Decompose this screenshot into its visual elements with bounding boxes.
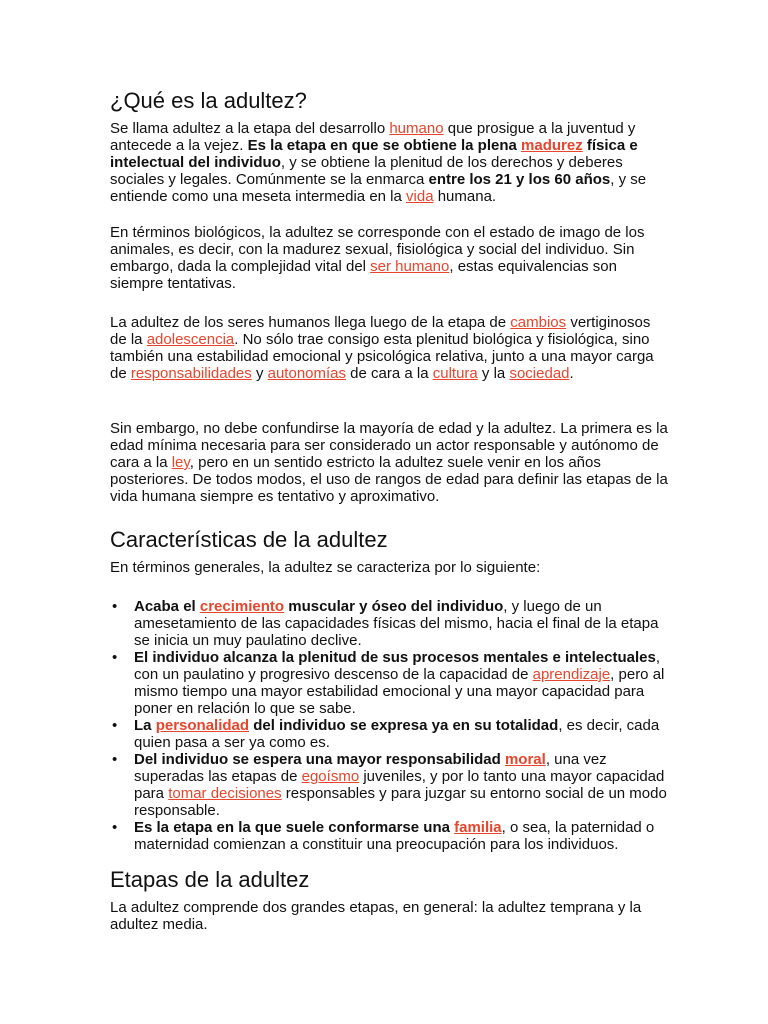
list-item	[110, 717, 670, 751]
link-tomar-decisiones[interactable]: tomar decisiones	[168, 785, 282, 802]
link-cultura[interactable]: cultura	[432, 365, 478, 382]
text-run: Del individuo se espera una mayor responsabilidad	[134, 751, 505, 768]
bold-text	[429, 171, 611, 188]
list-item-text	[134, 598, 670, 649]
bold-text	[284, 598, 503, 615]
text-run: de cara a la	[346, 365, 433, 382]
text-run: física e intelectual del individuo	[110, 137, 638, 171]
bullet-icon: •	[112, 751, 118, 768]
bold-text[interactable]	[200, 598, 284, 615]
bold-text	[134, 649, 656, 666]
link-madurez[interactable]: madurez	[521, 137, 583, 154]
paragraph-mayoria-de-edad	[110, 420, 670, 505]
text-run: , y luego de un amesetamiento de las capacidades físicas del mismo, hacia el final de la etapa se inicia un muy paulatino declive.	[134, 598, 659, 649]
list-item-text	[134, 819, 670, 853]
text-run: , o sea, la paternidad o maternidad comienzan a constituir una preocupación para los individuos.	[134, 819, 655, 853]
paragraph-seres-humanos	[110, 314, 670, 382]
link-ley[interactable]: ley	[171, 454, 190, 471]
text-run: y la	[477, 365, 510, 382]
link-adolescencia[interactable]: adolescencia	[146, 331, 235, 348]
bold-text	[134, 598, 200, 615]
bullet-icon: •	[112, 819, 118, 836]
link-vida[interactable]: vida	[406, 188, 434, 205]
paragraph-caracteristicas-intro: En términos generales, la adultez se caracteriza por lo siguiente:	[110, 559, 541, 576]
link-sociedad[interactable]: sociedad	[509, 365, 570, 382]
bullet-icon: •	[112, 598, 118, 615]
text-run: y	[251, 365, 268, 382]
text-run: . No sólo trae consigo esta plenitud biológica y fisiológica, sino también una estabilidad emocional y psicológica relativa, junto a una mayor carga de	[110, 331, 654, 382]
text-run: .	[569, 365, 574, 382]
text-run: , con un paulatino y progresivo descenso de la capacidad de	[134, 649, 661, 683]
bold-text	[249, 717, 558, 734]
paragraph-definicion	[110, 120, 670, 205]
link-humano[interactable]: humano	[389, 120, 444, 137]
text-run: El individuo alcanza la plenitud de sus procesos mentales e intelectuales	[134, 649, 656, 666]
list-item	[110, 649, 670, 717]
link-responsabilidades[interactable]: responsabilidades	[130, 365, 252, 382]
text-run: muscular y óseo del individuo	[284, 598, 504, 615]
text-run: Es la etapa en la que suele conformarse una	[134, 819, 455, 836]
text-run: entre los 21 y los 60 años	[428, 171, 611, 188]
text-run: Es la etapa en que se obtiene la plena	[247, 137, 522, 154]
link-crecimiento[interactable]: crecimiento	[199, 598, 285, 615]
text-run: que prosigue a la juventud y antecede a la vejez.	[110, 120, 636, 154]
text-run: juveniles, y por lo tanto una mayor capacidad para	[134, 768, 665, 802]
link-personalidad[interactable]: personalidad	[155, 717, 250, 734]
heading-que-es-la-adultez: ¿Qué es la adultez?	[110, 88, 307, 113]
list-item-text	[134, 717, 670, 751]
link-moral[interactable]: moral	[504, 751, 546, 768]
link-familia[interactable]: familia	[454, 819, 502, 836]
text-run: responsables y para juzgar su entorno social de un modo responsable.	[134, 785, 667, 819]
text-run: , pero al mismo tiempo una mayor estabilidad emocional y una mayor capacidad para poner en relación lo que se sabe.	[134, 666, 665, 717]
list-item	[110, 751, 670, 819]
text-run: Sin embargo, no debe confundirse la mayoría de edad y la adultez. La primera es la edad mínima necesaria para ser considerado un actor responsable y autónomo de cara a la	[110, 420, 668, 471]
bold-text[interactable]	[521, 137, 583, 154]
bold-text	[134, 819, 454, 836]
text-run: , y se entiende como una meseta intermedia en la	[110, 171, 647, 205]
bold-text	[248, 137, 521, 154]
bullet-icon: •	[112, 649, 118, 666]
heading-caracteristicas: Características de la adultez	[110, 527, 388, 552]
paragraph-terminos-biologicos	[110, 224, 670, 292]
text-run: , una vez superadas las etapas de	[134, 751, 607, 785]
link-egoísmo[interactable]: egoísmo	[301, 768, 360, 785]
bold-text[interactable]	[454, 819, 502, 836]
text-run: En términos biológicos, la adultez se corresponde con el estado de imago de los animales, es decir, con la madurez sexual, fisiológica y social del individuo. Sin embargo, dada la complejidad vital del	[110, 224, 645, 275]
text-run: , es decir, cada quien pasa a ser ya como es.	[134, 717, 660, 751]
heading-etapas: Etapas de la adultez	[110, 867, 310, 892]
link-autonomías[interactable]: autonomías	[267, 365, 347, 382]
list-item-text	[134, 751, 670, 819]
text-run: La adultez de los seres humanos llega luego de la etapa de	[110, 314, 511, 331]
text-run: Acaba el	[134, 598, 200, 615]
text-run: vertiginosos de la	[110, 314, 651, 348]
list-item	[110, 598, 670, 649]
text-run: , y se obtiene la plenitud de los derechos y deberes sociales y legales. Comúnmente se la enmarca	[110, 154, 623, 188]
bold-text[interactable]	[156, 717, 249, 734]
bold-text[interactable]	[505, 751, 546, 768]
bold-text	[134, 751, 505, 768]
bullet-icon: •	[112, 717, 118, 734]
paragraph-etapas: La adultez comprende dos grandes etapas, en general: la adultez temprana y la adultez media.	[110, 899, 642, 933]
link-aprendizaje[interactable]: aprendizaje	[532, 666, 611, 683]
text-run: , pero en un sentido estricto la adultez suele venir en los años posteriores. De todos modos, el uso de rangos de edad para definir las etapas de la vida humana siempre es tentativo y aproximativo.	[110, 454, 668, 505]
caracteristicas-list	[110, 598, 670, 853]
link-ser-humano[interactable]: ser humano	[370, 258, 450, 275]
text-run: Se llama adultez a la etapa del desarrollo	[110, 120, 390, 137]
text-run: humana.	[433, 188, 497, 205]
list-item	[110, 819, 670, 853]
list-item-text	[134, 649, 670, 717]
text-run: La	[134, 717, 156, 734]
text-run: , estas equivalencias son siempre tentativas.	[110, 258, 617, 292]
bold-text	[134, 717, 156, 734]
link-cambios[interactable]: cambios	[510, 314, 567, 331]
text-run: del individuo se expresa ya en su totalidad	[249, 717, 559, 734]
